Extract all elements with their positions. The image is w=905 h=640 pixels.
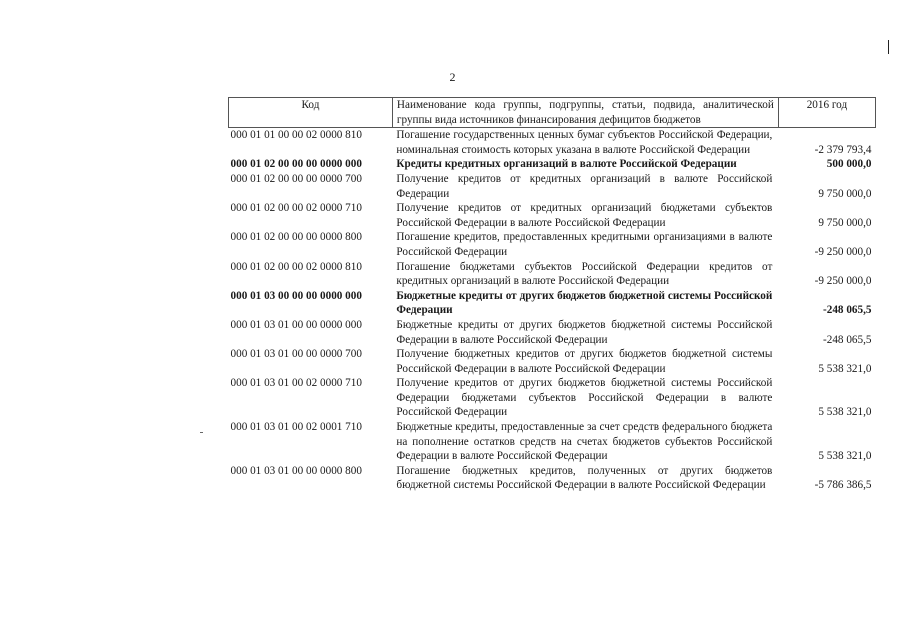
row-amount: 5 538 321,0 <box>818 362 872 375</box>
row-code: 000 01 03 00 00 00 0000 000 <box>230 289 362 302</box>
table-row <box>229 347 876 376</box>
table-header-row <box>229 98 876 128</box>
table-body <box>229 128 876 493</box>
row-code: 000 01 03 01 00 02 0000 710 <box>230 377 362 390</box>
table-row <box>229 376 876 420</box>
row-amount: 9 750 000,0 <box>818 216 872 229</box>
row-code: 000 01 03 01 00 00 0000 700 <box>230 348 362 361</box>
table-row <box>229 260 876 289</box>
header-name: Наименование кода группы, подгруппы, статьи, подвида, аналитической группы вида источников финансирования дефицитов бюджетов <box>392 98 778 128</box>
row-code: 000 01 02 00 00 02 0000 710 <box>230 202 362 215</box>
table-row-bold <box>229 289 876 318</box>
row-code: 000 01 03 01 00 00 0000 800 <box>230 464 362 477</box>
row-name: Погашение бюджетами субъектов Российской Федерации кредитов от кредитных организаций в валюте Российской Федерации <box>396 260 773 288</box>
table-row <box>229 128 876 158</box>
row-name: Погашение государственных ценных бумаг субъектов Российской Федерации, номинальная стоимость которых указана в валюте Российской Федерации <box>396 129 773 156</box>
row-amount: -248 065,5 <box>823 304 872 317</box>
row-name: Бюджетные кредиты от других бюджетов бюджетной системы Российской Федерации в валюте Российской Федерации <box>396 318 773 346</box>
row-code: 000 01 03 01 00 02 0001 710 <box>230 421 362 434</box>
row-amount: -2 379 793,4 <box>814 143 872 156</box>
scan-dot <box>200 432 203 433</box>
row-name: Погашение бюджетных кредитов, полученных от других бюджетов бюджетной системы Российской Федерации в валюте Российской Федерации <box>396 464 773 492</box>
row-name: Погашение кредитов, предоставленных кредитными организациями в валюте Российской Федерации <box>396 231 773 258</box>
row-name: Получение кредитов от кредитных организаций бюджетами субъектов Российской Федерации в валюте Российской Федерации <box>396 202 773 229</box>
row-code: 000 01 02 00 00 00 0000 000 <box>230 158 362 171</box>
table-row <box>229 318 876 347</box>
table-row <box>229 201 876 230</box>
table-row <box>229 464 876 493</box>
row-amount: 9 750 000,0 <box>818 187 872 200</box>
row-name: Получение кредитов от других бюджетов бюджетной системы Российской Федерации бюджетами субъектов Российской Федерации в валюте Российской Федерации <box>396 377 773 419</box>
row-amount: 500 000,0 <box>826 158 872 171</box>
row-name: Бюджетные кредиты, предоставленные за счет средств федерального бюджета на пополнение остатков средств на счетах бюджетов субъектов Российской Федерации в валюте Российской Федерации <box>396 421 773 463</box>
table-row <box>229 420 876 464</box>
header-code: Код <box>229 98 393 128</box>
row-name: Получение бюджетных кредитов от других бюджетов бюджетной системы Российской Федерации в валюте Российской Федерации <box>396 348 773 375</box>
row-code: 000 01 02 00 00 00 0000 700 <box>230 172 362 185</box>
row-code: 000 01 01 00 00 02 0000 810 <box>230 129 362 142</box>
budget-sources-table <box>228 97 876 493</box>
table-row <box>229 230 876 259</box>
row-amount: 5 538 321,0 <box>818 450 872 463</box>
row-amount: -9 250 000,0 <box>814 245 872 258</box>
row-code: 000 01 02 00 00 00 0000 800 <box>230 231 362 244</box>
row-name: Получение кредитов от кредитных организаций в валюте Российской Федерации <box>396 172 773 200</box>
row-amount: -5 786 386,5 <box>814 479 872 492</box>
scan-margin-mark <box>888 40 889 54</box>
row-name: Бюджетные кредиты от других бюджетов бюджетной системы Российской Федерации <box>396 289 773 317</box>
row-name: Кредиты кредитных организаций в валюте Российской Федерации <box>396 158 737 171</box>
row-code: 000 01 02 00 00 02 0000 810 <box>230 260 362 273</box>
header-year: 2016 год <box>778 98 875 128</box>
row-code: 000 01 03 01 00 00 0000 000 <box>230 318 362 331</box>
table-row <box>229 172 876 201</box>
page-number: 2 <box>449 70 456 84</box>
row-amount: -248 065,5 <box>823 333 872 346</box>
row-amount: 5 538 321,0 <box>818 406 872 419</box>
table-row-bold <box>229 157 876 172</box>
row-amount: -9 250 000,0 <box>814 275 872 288</box>
